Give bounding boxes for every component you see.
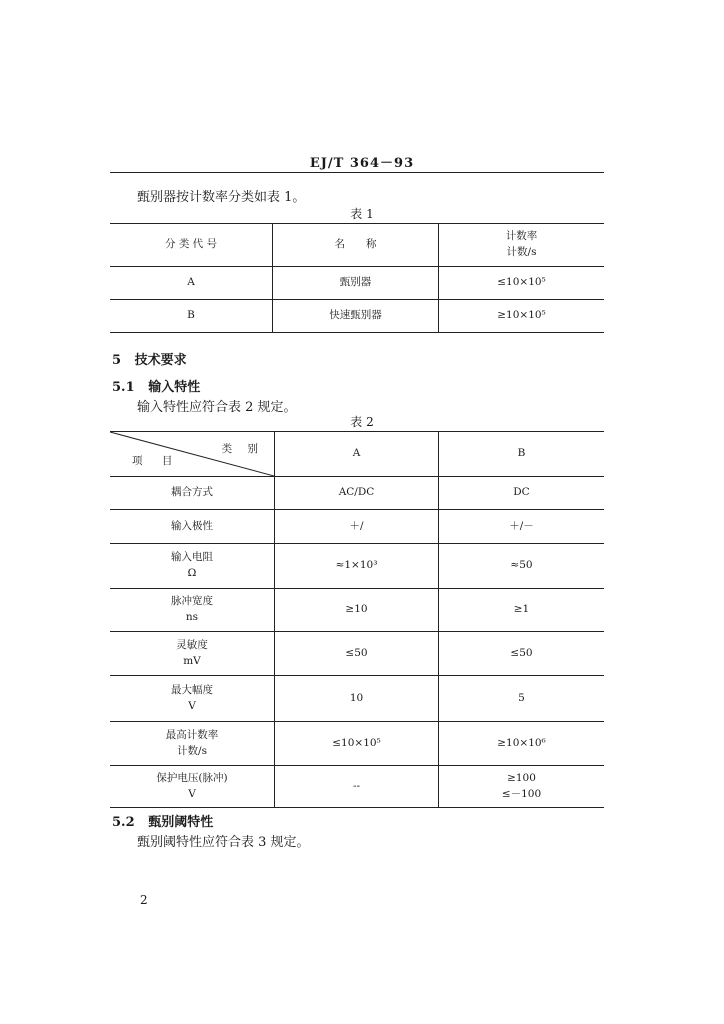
value-line2: ≤－100 bbox=[501, 787, 542, 800]
table2-diagonal-header bbox=[110, 432, 274, 476]
item-unit: V bbox=[188, 787, 196, 800]
section-5-1-number: 5.1 bbox=[112, 380, 135, 395]
table-row bbox=[110, 510, 604, 544]
intro-paragraph: 甄别器按计数率分类如表 1。 bbox=[137, 190, 306, 205]
table2-cell-b: ≈50 bbox=[439, 544, 605, 589]
table2-cell-b: ≥10×10⁶ bbox=[439, 722, 605, 766]
table2-cell-a: ≤50 bbox=[275, 632, 439, 676]
table2-cell-a: ≥10 bbox=[275, 589, 439, 632]
table1-cell-name: 甄别器 bbox=[273, 267, 439, 300]
item-label: 输入电阻 bbox=[171, 551, 213, 564]
table-row bbox=[110, 589, 604, 632]
section-5-1-text: 输入特性应符合表 2 规定。 bbox=[137, 400, 297, 415]
table2 bbox=[110, 431, 604, 808]
item-unit: mV bbox=[183, 654, 201, 667]
table2-caption: 表 2 bbox=[350, 415, 374, 429]
table1-header-rate-line1: 计数率 bbox=[505, 230, 538, 243]
table-row bbox=[110, 722, 604, 766]
table2-header-row bbox=[110, 432, 604, 477]
table-row bbox=[110, 766, 604, 808]
header-rule bbox=[110, 172, 604, 173]
section-5-1-title: 输入特性 bbox=[148, 380, 201, 395]
item-label: 耦合方式 bbox=[171, 486, 213, 499]
table1-cell-name: 快速甄别器 bbox=[273, 300, 439, 333]
table2-cell-item bbox=[110, 722, 275, 766]
item-label: 灵敏度 bbox=[176, 638, 208, 651]
table1-cell-rate: ≥10×10⁵ bbox=[439, 300, 605, 333]
table2-cell-item bbox=[110, 589, 275, 632]
table2-cell-b: ＋/－ bbox=[439, 510, 605, 544]
table2-cell-a: ＋/ bbox=[275, 510, 439, 544]
item-unit: ns bbox=[185, 611, 199, 623]
item-label: 脉冲宽度 bbox=[171, 595, 213, 608]
table1-header-code: 分 类 代 号 bbox=[164, 238, 217, 251]
table2-header-b: B bbox=[439, 432, 605, 477]
section-5-number: 5 bbox=[112, 353, 122, 368]
table2-cell-b: DC bbox=[439, 477, 605, 510]
table2-cell-a: 10 bbox=[275, 676, 439, 722]
value-line1: ≥100 bbox=[507, 771, 536, 784]
table2-corner-top: 类 别 bbox=[221, 443, 264, 455]
item-unit: Ω bbox=[187, 567, 197, 579]
section-5-2-heading bbox=[112, 811, 213, 830]
table2-cell-a: AC/DC bbox=[275, 477, 439, 510]
table2-cell-b: ≥1 bbox=[439, 589, 605, 632]
table-row bbox=[110, 267, 604, 300]
table2-cell-item bbox=[110, 766, 275, 808]
item-label: 最高计数率 bbox=[165, 728, 219, 741]
table2-cell-a: ≤10×10⁵ bbox=[275, 722, 439, 766]
table2-cell-item bbox=[110, 632, 275, 676]
section-5-2-number: 5.2 bbox=[112, 815, 135, 830]
table1-cell-code: A bbox=[110, 267, 273, 300]
table1 bbox=[110, 223, 604, 333]
table2-corner-bottom: 项 目 bbox=[132, 455, 181, 468]
table-row bbox=[110, 544, 604, 589]
item-unit: V bbox=[188, 699, 196, 712]
table-row bbox=[110, 632, 604, 676]
item-label: 保护电压(脉冲) bbox=[156, 771, 228, 784]
table1-cell-rate: ≤10×10⁵ bbox=[439, 267, 605, 300]
table2-cell-b: ≤50 bbox=[439, 632, 605, 676]
table2-cell-item bbox=[110, 676, 275, 722]
section-5-2-text: 甄别阈特性应符合表 3 规定。 bbox=[137, 835, 310, 850]
table2-cell-b: 5 bbox=[439, 676, 605, 722]
table2-cell-item bbox=[110, 544, 275, 589]
table2-cell-item bbox=[110, 477, 275, 510]
section-5-heading bbox=[112, 349, 187, 368]
table-row bbox=[110, 477, 604, 510]
table1-cell-code: B bbox=[110, 300, 273, 333]
section-5-2-title: 甄别阈特性 bbox=[148, 815, 214, 830]
document-header: EJ/T 364－93 bbox=[309, 156, 415, 171]
table-row bbox=[110, 300, 604, 333]
table2-cell-a: -- bbox=[275, 766, 439, 808]
table1-header-name: 名 称 bbox=[273, 224, 439, 267]
table2-header-a: A bbox=[275, 432, 439, 477]
table2-corner-cell bbox=[110, 432, 275, 477]
table2-cell-item bbox=[110, 510, 275, 544]
table2-cell-a: ≈1×10³ bbox=[275, 544, 439, 589]
page-number: 2 bbox=[140, 893, 148, 907]
item-unit: 计数/s bbox=[177, 744, 207, 757]
table2-cell-b bbox=[439, 766, 605, 808]
table1-header-rate-line2: 计数/s bbox=[506, 246, 537, 258]
table1-header-rate bbox=[439, 224, 605, 267]
section-5-1-heading bbox=[112, 376, 200, 395]
table1-header-row bbox=[110, 224, 604, 267]
item-label: 输入极性 bbox=[171, 519, 213, 532]
section-5-title: 技术要求 bbox=[134, 353, 187, 368]
table1-caption: 表 1 bbox=[350, 207, 374, 221]
table-row bbox=[110, 676, 604, 722]
item-label: 最大幅度 bbox=[171, 683, 213, 696]
